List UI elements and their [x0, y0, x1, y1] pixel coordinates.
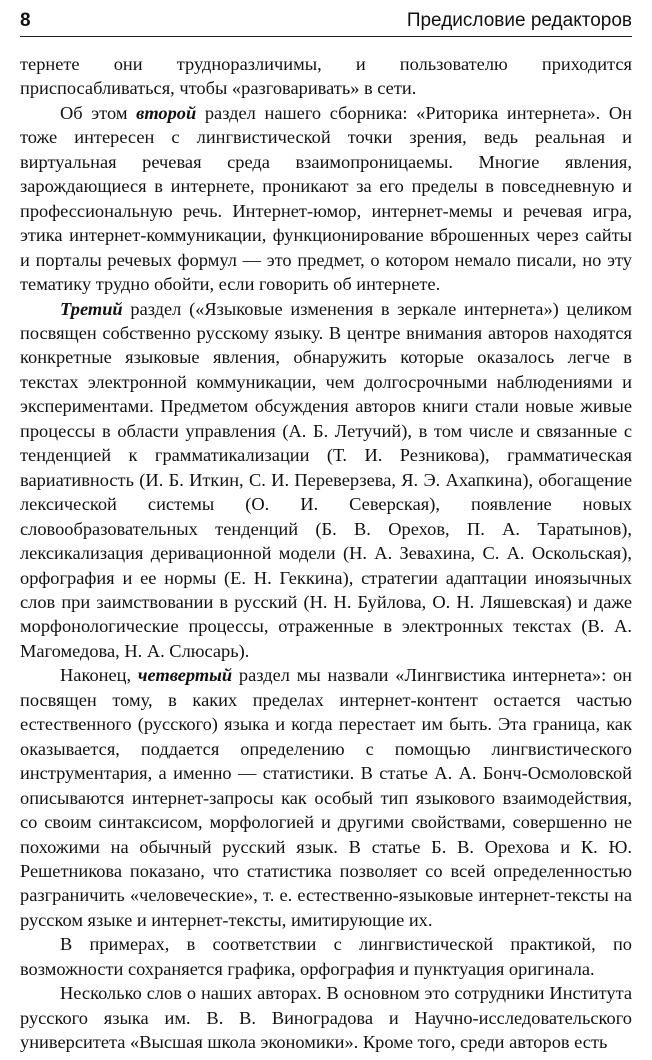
- emphasis: четвертый: [137, 665, 233, 686]
- emphasis: Третий: [60, 298, 123, 319]
- paragraph-text: В примерах, в соответствии с лингвистической практикой, по возможности сохраняется графика, орфография и пунктуация оригинала.: [20, 934, 632, 979]
- page-number: 8: [20, 10, 31, 31]
- paragraph: [20, 981, 632, 1054]
- paragraph: [20, 52, 632, 101]
- emphasis: второй: [136, 102, 197, 123]
- running-title: Предисловие редакторов: [406, 10, 632, 31]
- paragraph-text: раздел («Языковые изменения в зеркале интернета») целиком посвящен собственно русскому языку. В центре внимания авторов находятся конкретные языковые явления, обнаружить которые оказалось легче в текстах электронной коммуникации, чем долгосрочными наблюдениями и экспериментами. Предметом обсуждения авторов книги стали новые живые процессы в области управления (А. Б. Летучий), в том числе и связанные с тенденцией к грамматикализации (Т. И. Резникова), грамматическая вариативность (И. Б. Иткин, С. И. Переверзева, Я. Э. Ахапкина), обогащение лексической системы (О. И. Северская), появление новых словообразовательных тенденций (Б. В. Орехов, П. А. Таратынов), лексикализация деривационной модели (Н. А. Зевахина, С. А. Оскольская), орфография и ее нормы (Е. Н. Геккина), стратегии адаптации иноязычных слов при заимствовании в русский (Н. Н. Буйлова, О. Н. Ляшевская) и даже морфонологические процессы, отраженные в электронных текстах (В. А. Магомедова, Н. А. Слюсарь).: [20, 298, 632, 661]
- paragraph-text: раздел мы назвали «Лингвистика интернета»: он посвящен тому, в каких пределах интернет-контент остается частью естественного (русского) языка и когда перестает им быть. Эта граница, как оказывается, поддается определению с помощью лингвистического инструментария, а именно — статистики. В статье А. А. Бонч-Осмоловской описываются интернет-запросы как особый тип языкового взаимодействия, со своим синтаксисом, морфологией и другими свойствами, совершенно не похожими на обычный русский язык. В статье Б. В. Орехова и К. Ю. Решетникова показано, что статистика позволяет со всей определенностью разграничить «человеческие», т. е. естественно-языковые интернет-тексты на русском языке и интернет-тексты, имитирующие их.: [20, 665, 632, 930]
- body-text: [20, 52, 632, 1055]
- paragraph-text: раздел нашего сборника: «Риторика интернета». Он тоже интересен с лингвистической точки зрения, ведь реальная и виртуальная речевая среда взаимопроницаемы. Многие явления, зарождающиеся в интернете, проникают за его пределы в повседневную и профессиональную речь. Интернет-юмор, интернет-мемы и речевая игра, этика интернет-коммуникации, функционирование вброшенных через сайты и порталы речевых формул — это предмет, о котором немало писали, но эту тематику трудно обойти, если говорить об интернете.: [20, 102, 632, 295]
- page-header: [20, 6, 632, 37]
- paragraph-text: Наконец,: [60, 665, 138, 686]
- paragraph-text: Об этом: [60, 102, 137, 123]
- paragraph-text: Несколько слов о наших авторах. В основном это сотрудники Института русского языка им. В. В. Виноградова и Научно-исследовательского университета «Высшая школа экономики». Кроме того, среди авторов есть: [20, 983, 632, 1053]
- paragraph-text: тернете они трудноразличимы, и пользователю приходится приспосабливаться, чтобы «разговаривать» в сети.: [20, 54, 632, 99]
- paragraph: [20, 101, 632, 297]
- paragraph: [20, 932, 632, 981]
- paragraph: [20, 297, 632, 664]
- paragraph: [20, 663, 632, 932]
